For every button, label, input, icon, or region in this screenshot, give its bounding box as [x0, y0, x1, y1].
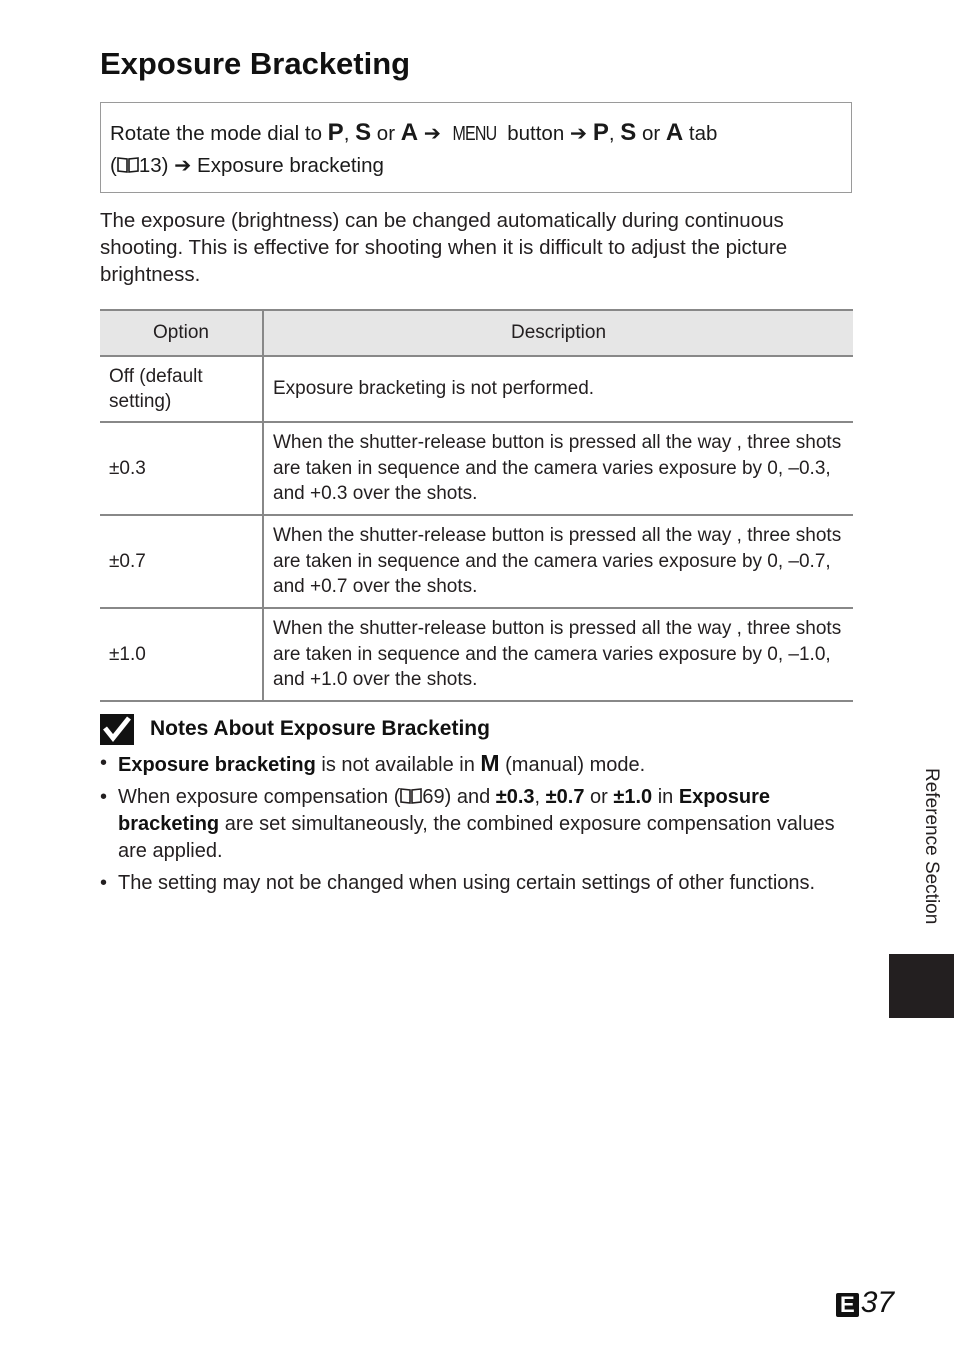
description-cell: When the shutter-release button is pressed all the way , three shots are taken in sequence and the camera varies exposure by 0, –1.0, and +1.0 over the shots.: [263, 608, 853, 701]
option-cell: Off (default setting): [100, 356, 263, 422]
mode-a-icon: A: [400, 119, 419, 146]
mode-p-icon: P: [592, 119, 609, 146]
options-table: [100, 309, 853, 702]
mode-p-icon: P: [327, 119, 344, 146]
mode-s-icon: S: [355, 119, 372, 146]
nav-text: Rotate the mode dial to: [110, 122, 328, 145]
page-number: E 37: [836, 1286, 894, 1320]
table-row: [100, 422, 853, 515]
table-row: [100, 356, 853, 422]
intro-paragraph: The exposure (brightness) can be changed automatically during continuous shooting. This is effective for shooting when it is difficult to adjust the picture brightness.: [100, 209, 788, 286]
bullet-icon: •: [100, 786, 108, 808]
menu-path-box: Rotate the mode dial to P, S or A ➔ MENU button ➔ P, S or A tab ( 13) ➔ Exposure bracketing: [100, 102, 852, 193]
section-side-label: Reference Section: [921, 768, 942, 925]
page-title: Exposure Bracketing: [100, 46, 411, 81]
option-cell: ±0.3: [100, 422, 263, 515]
table-row: [100, 608, 853, 701]
mode-m-icon: M: [480, 750, 500, 776]
checkmark-icon: [100, 714, 134, 745]
option-cell: ±1.0: [100, 608, 263, 701]
mode-a-icon: A: [665, 119, 684, 146]
option-cell: ±0.7: [100, 515, 263, 608]
mode-s-icon: S: [620, 119, 637, 146]
col-header-description: Description: [263, 310, 853, 356]
book-icon: [117, 154, 139, 177]
description-cell: When the shutter-release button is pressed all the way , three shots are taken in sequence and the camera varies exposure by 0, –0.3, and +0.3 over the shots.: [263, 422, 853, 515]
list-item: • When exposure compensation ( 69) and ±0.3, ±0.7 or ±1.0 in Exposure bracketing are set simultaneously, the combined exposure compensation values are applied.: [100, 784, 860, 865]
notes-heading: [100, 712, 490, 746]
notes-list: [100, 750, 860, 902]
bullet-icon: •: [100, 752, 108, 774]
reference-e-icon: E: [836, 1286, 859, 1320]
table-row: [100, 515, 853, 608]
list-item: • Exposure bracketing is not available in M (manual) mode.: [100, 750, 860, 779]
bullet-icon: •: [100, 872, 108, 894]
description-cell: When the shutter-release button is pressed all the way , three shots are taken in sequence and the camera varies exposure by 0, –0.7, and +0.7 over the shots.: [263, 515, 853, 608]
notes-title: Notes About Exposure Bracketing: [150, 717, 490, 740]
section-tab-marker: [889, 954, 954, 1018]
arrow-icon: ➔: [418, 122, 447, 145]
menu-button-icon: MENU: [452, 123, 497, 145]
description-cell: Exposure bracketing is not performed.: [263, 356, 853, 422]
list-item: • The setting may not be changed when using certain settings of other functions.: [100, 870, 860, 897]
book-icon: [400, 786, 422, 808]
col-header-option: Option: [100, 310, 263, 356]
